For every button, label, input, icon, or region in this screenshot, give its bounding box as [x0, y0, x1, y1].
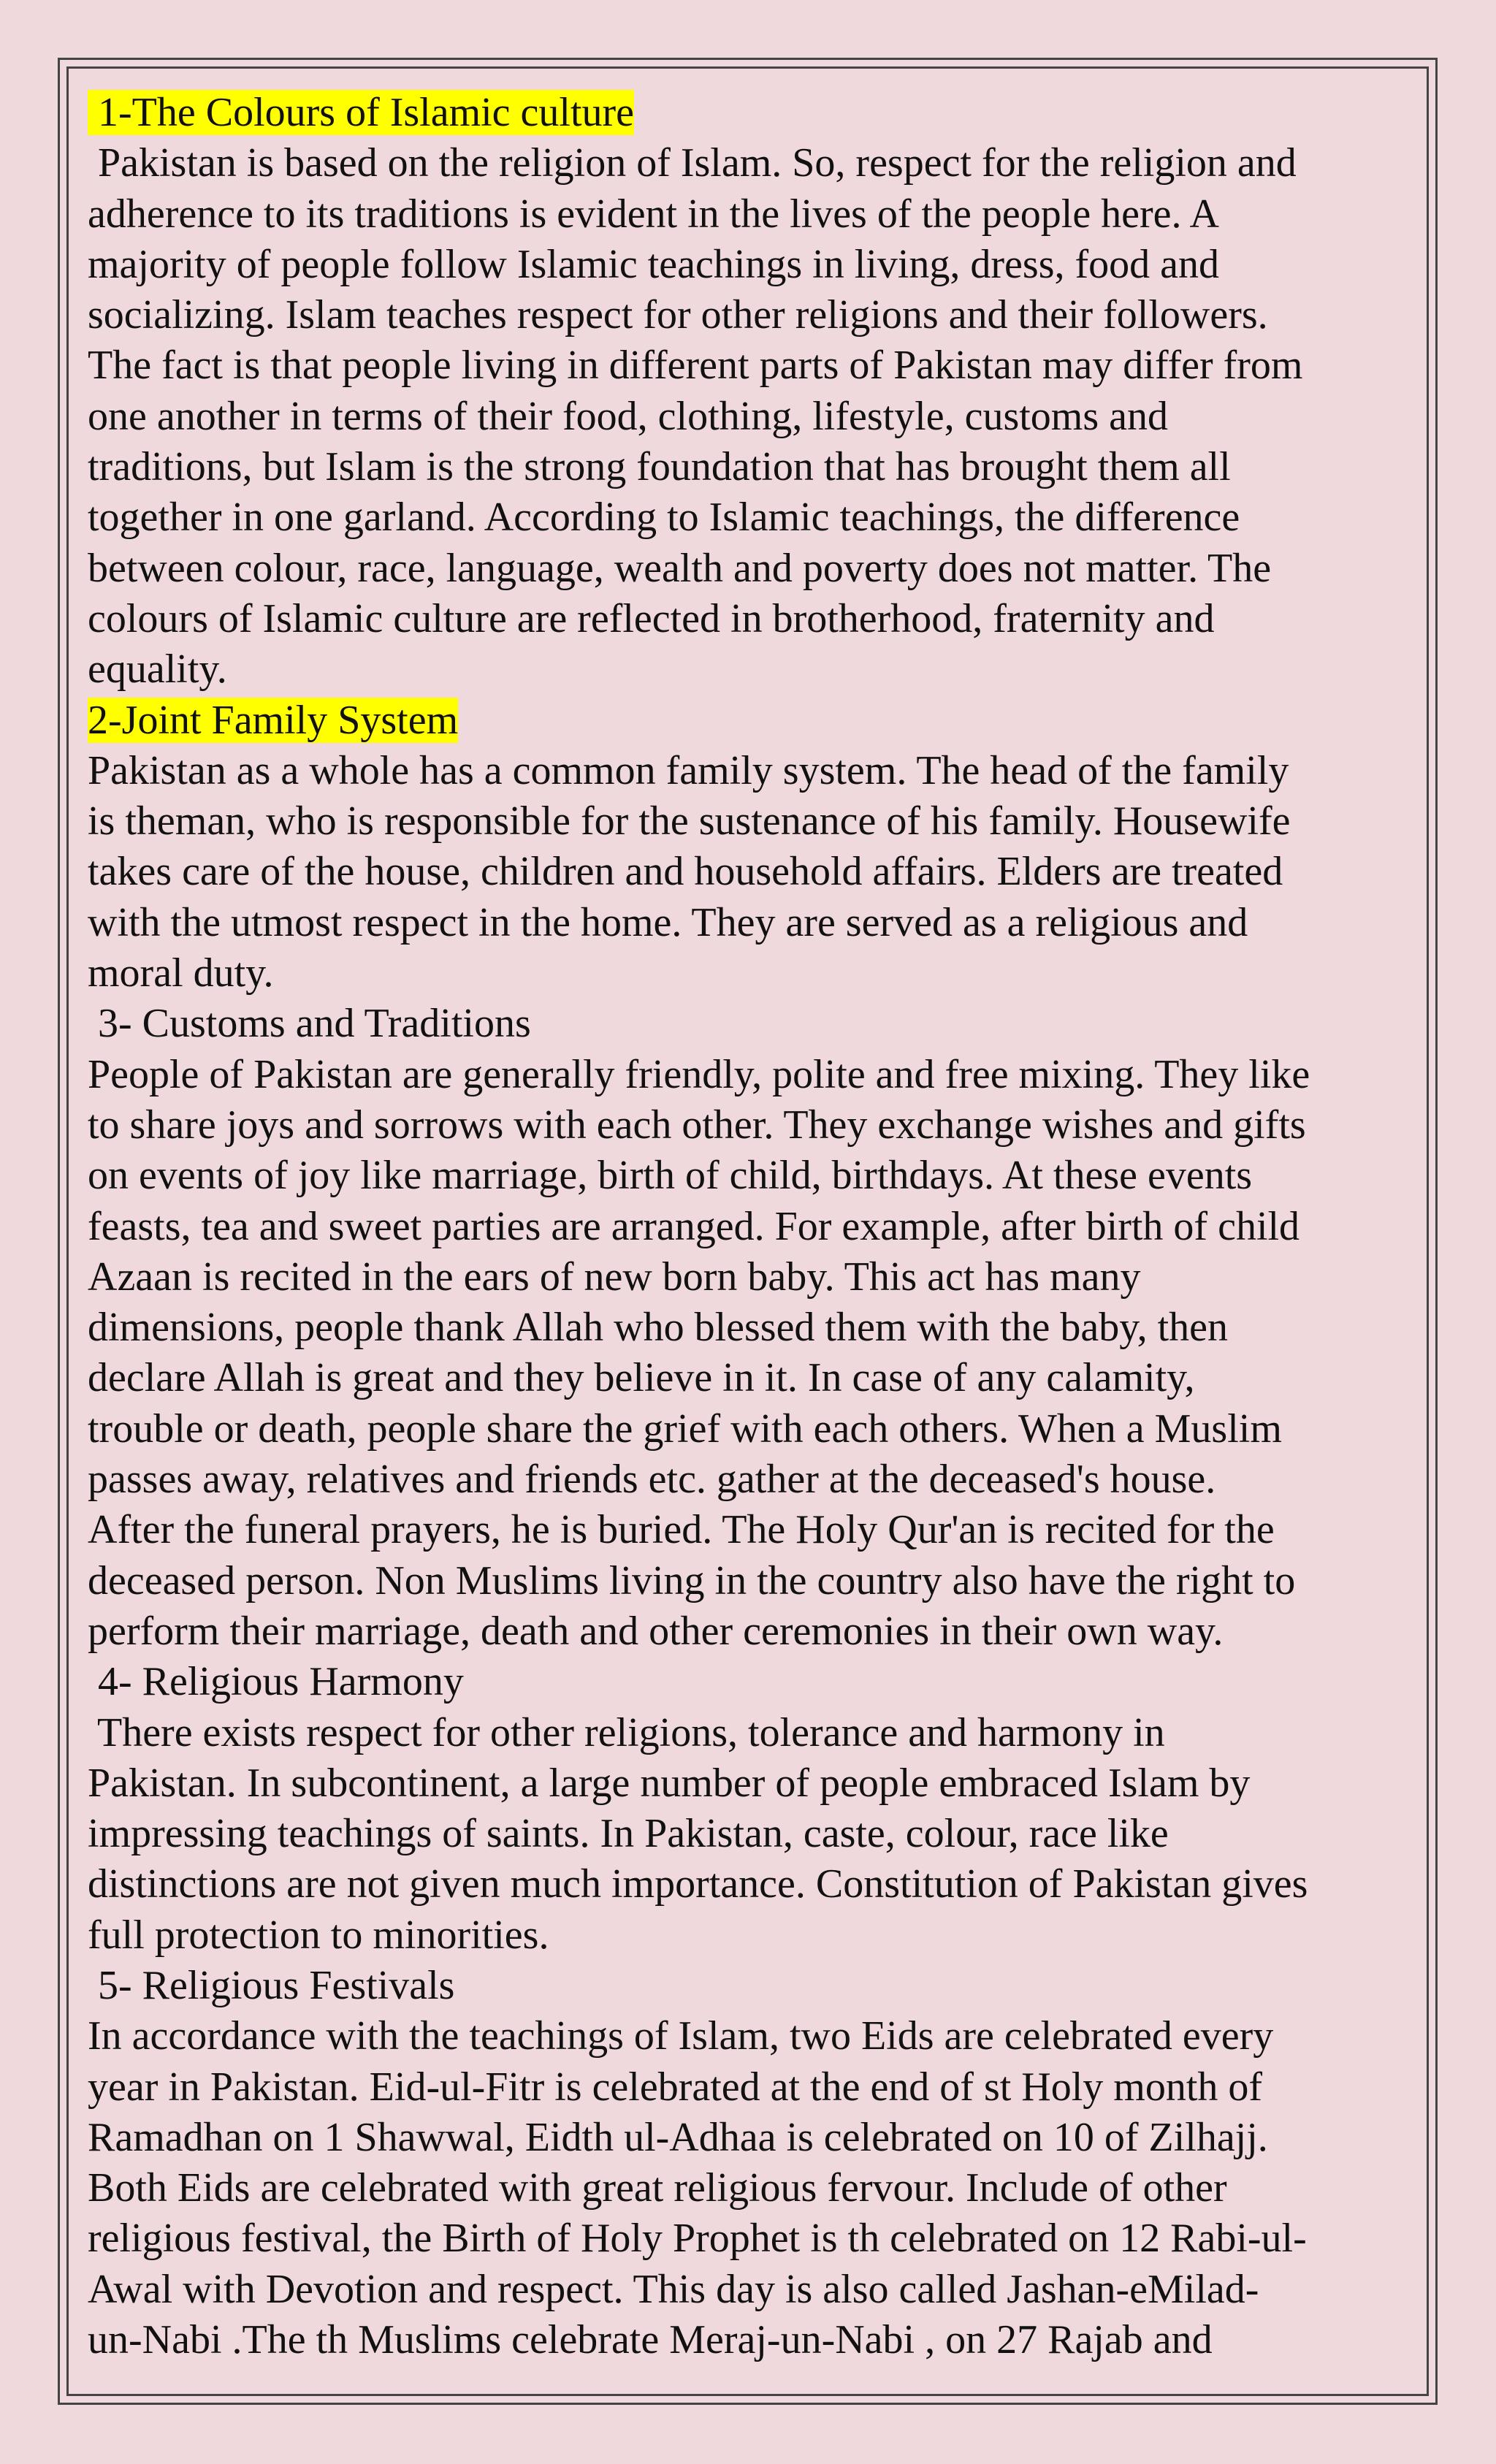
text-line [88, 1454, 1417, 1505]
text-line [88, 1202, 1417, 1252]
line-text: to share joys and sorrows with each other. They exchange wishes and gifts [88, 1102, 1306, 1148]
line-text: is theman, who is responsible for the sustenance of his family. Housewife [88, 798, 1291, 844]
line-text: perform their marriage, death and other ceremonies in their own way. [88, 1608, 1224, 1654]
text-line [88, 898, 1417, 948]
text-line [88, 442, 1417, 492]
line-text: Awal with Devotion and respect. This day is also called Jashan-eMilad- [88, 2266, 1259, 2312]
line-text: colours of Islamic culture are reflected in brotherhood, fraternity and [88, 595, 1215, 641]
line-text: Pakistan. In subcontinent, a large number of people embraced Islam by [88, 1760, 1251, 1806]
line-text: between colour, race, language, wealth and poverty does not matter. The [88, 545, 1272, 591]
text-line [88, 2213, 1417, 2264]
line-text: declare Allah is great and they believe in it. In case of any calamity, [88, 1355, 1195, 1401]
line-text: together in one garland. According to Islamic teachings, the difference [88, 495, 1240, 541]
text-line [88, 189, 1417, 240]
text-line [88, 543, 1417, 594]
line-text: There exists respect for other religions, tolerance and harmony in [88, 1709, 1165, 1755]
text-line [88, 1606, 1417, 1657]
line-text: one another in terms of their food, clothing, lifestyle, customs and [88, 393, 1168, 439]
line-text: moral duty. [88, 950, 274, 996]
line-text: adherence to its traditions is evident in the lives of the people here. A [88, 191, 1219, 237]
line-text: full protection to minorities. [88, 1912, 549, 1958]
text-line [88, 2062, 1417, 2113]
text-line [88, 1708, 1417, 1758]
text-line [88, 492, 1417, 543]
text-line [88, 392, 1417, 442]
line-text: with the utmost respect in the home. They are served as a religious and [88, 899, 1248, 945]
line-text: Pakistan as a whole has a common family system. The head of the family [88, 747, 1289, 793]
line-text: feasts, tea and sweet parties are arranged. For example, after birth of child [88, 1203, 1300, 1249]
text-line [88, 1100, 1417, 1151]
text-line [88, 1910, 1417, 1961]
line-text: deceased person. Non Muslims living in the country also have the right to [88, 1557, 1296, 1603]
line-text: un-Nabi .The th Muslims celebrate Meraj-un-Nabi , on 27 Rajab and [88, 2317, 1213, 2363]
text-line [88, 1961, 1417, 2011]
highlighted-heading-text: 2-Joint Family System [88, 697, 459, 743]
line-text: Both Eids are celebrated with great religious fervour. Include of other [88, 2165, 1227, 2211]
highlighted-heading-text: 1-The Colours of Islamic culture [88, 90, 635, 135]
line-text: majority of people follow Islamic teachings in living, dress, food and [88, 241, 1219, 287]
text-line [88, 796, 1417, 847]
text-line [88, 1505, 1417, 1555]
text-line [88, 1809, 1417, 1859]
line-text: dimensions, people thank Allah who blessed them with the baby, then [88, 1305, 1228, 1351]
text-line [88, 1151, 1417, 1201]
text-line [88, 1050, 1417, 1100]
line-text: takes care of the house, children and household affairs. Elders are treated [88, 849, 1283, 895]
line-text: socializing. Islam teaches respect for other religions and their followers. [88, 292, 1268, 338]
line-text: passes away, relatives and friends etc. gather at the deceased's house. [88, 1457, 1216, 1503]
text-line [88, 138, 1417, 188]
text-line [88, 644, 1417, 695]
section-heading [88, 88, 1417, 138]
line-text: distinctions are not given much importance. Constitution of Pakistan gives [88, 1861, 1308, 1907]
text-line [88, 1404, 1417, 1454]
text-line [88, 746, 1417, 796]
text-line [88, 240, 1417, 290]
text-line [88, 2265, 1417, 2315]
text-line [88, 2113, 1417, 2163]
section-heading [88, 695, 1417, 746]
text-line [88, 1859, 1417, 1910]
text-line [88, 2163, 1417, 2213]
text-line [88, 847, 1417, 897]
text-line [88, 999, 1417, 1049]
line-text: impressing teachings of saints. In Pakistan, caste, colour, race like [88, 1811, 1169, 1857]
line-text: The fact is that people living in different parts of Pakistan may differ from [88, 343, 1303, 389]
line-text: Azaan is recited in the ears of new born baby. This act has many [88, 1254, 1141, 1300]
text-line [88, 1252, 1417, 1302]
line-text: equality. [88, 646, 227, 693]
line-text: In accordance with the teachings of Islam, two Eids are celebrated every [88, 2013, 1274, 2059]
line-text: 3- Customs and Traditions [88, 1001, 531, 1047]
line-text: People of Pakistan are generally friendly, polite and free mixing. They like [88, 1051, 1310, 1097]
text-line [88, 340, 1417, 391]
line-text: year in Pakistan. Eid-ul-Fitr is celebrated at the end of st Holy month of [88, 2064, 1263, 2110]
line-text: 5- Religious Festivals [88, 1962, 455, 2008]
line-text: traditions, but Islam is the strong foundation that has brought them all [88, 444, 1231, 490]
text-line [88, 1353, 1417, 1403]
text-line [88, 1556, 1417, 1606]
text-line [88, 594, 1417, 644]
line-text: 4- Religious Harmony [88, 1659, 464, 1705]
line-text: Pakistan is based on the religion of Islam. So, respect for the religion and [88, 140, 1297, 186]
text-line [88, 290, 1417, 340]
text-line [88, 948, 1417, 999]
line-text: trouble or death, people share the grief with each others. When a Muslim [88, 1405, 1282, 1452]
text-line [88, 1657, 1417, 1707]
text-line [88, 1302, 1417, 1353]
document-body [88, 88, 1417, 2365]
text-line [88, 2011, 1417, 2061]
line-text: religious festival, the Birth of Holy Prophet is th celebrated on 12 Rabi-ul- [88, 2216, 1307, 2262]
text-line [88, 2315, 1417, 2365]
line-text: Ramadhan on 1 Shawwal, Eidth ul-Adhaa is celebrated on 10 of Zilhajj. [88, 2114, 1268, 2160]
line-text: After the funeral prayers, he is buried. The Holy Qur'an is recited for the [88, 1507, 1275, 1553]
text-line [88, 1758, 1417, 1809]
line-text: on events of joy like marriage, birth of child, birthdays. At these events [88, 1153, 1253, 1199]
